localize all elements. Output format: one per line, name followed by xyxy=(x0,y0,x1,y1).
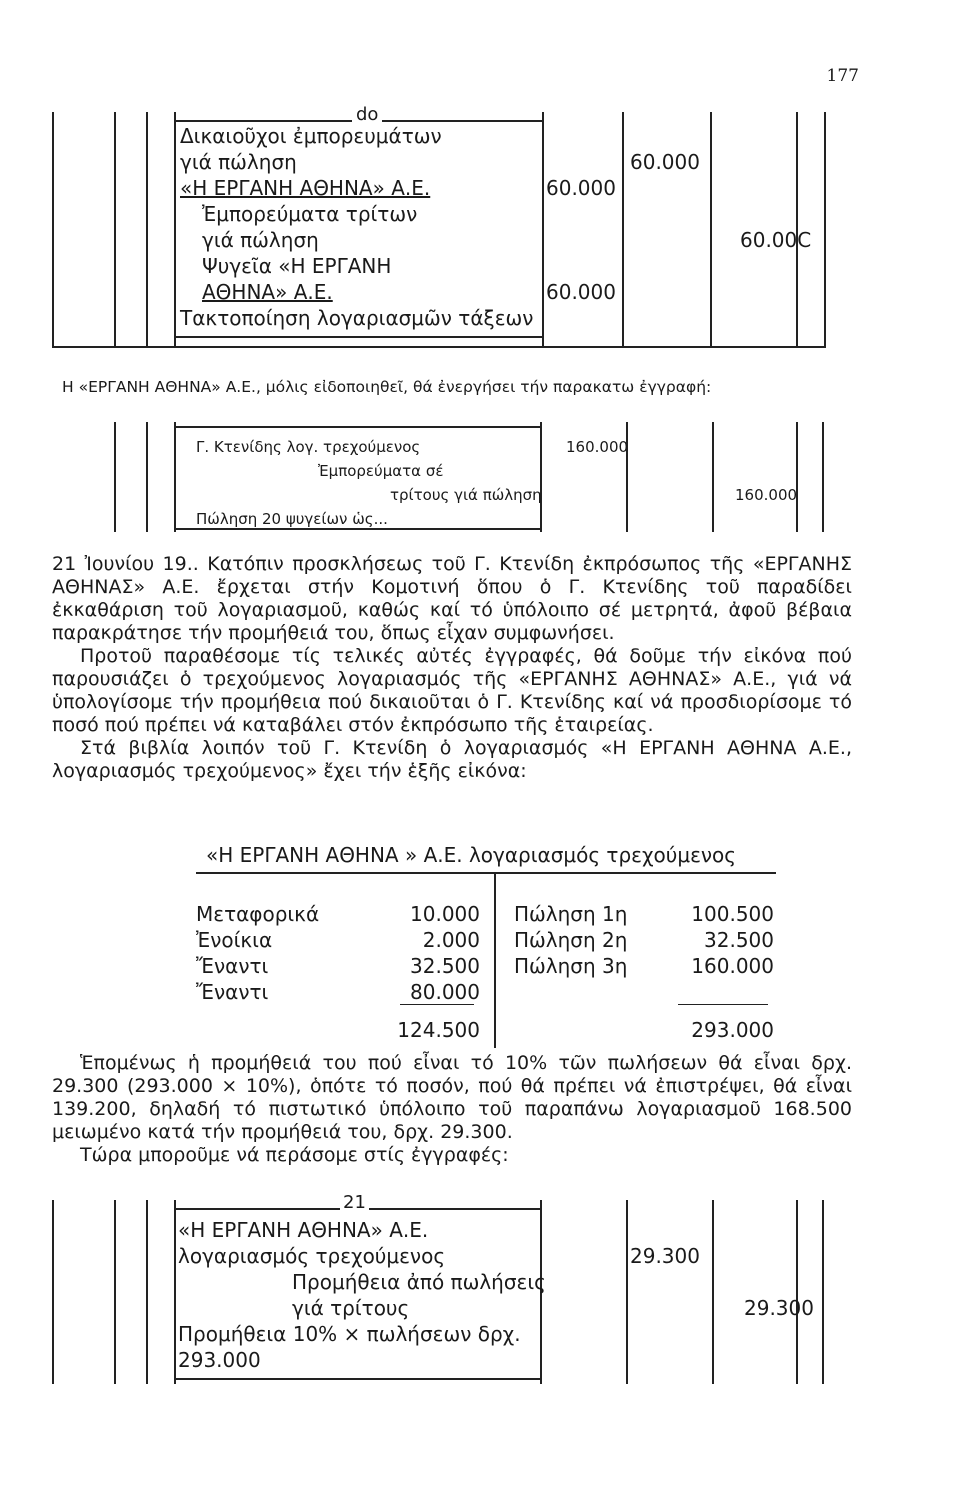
credit-amount: 160.000 xyxy=(691,954,774,978)
credit-amount: 29.300 xyxy=(744,1296,814,1320)
entry-line: 293.000 xyxy=(178,1348,261,1372)
entry-date: 21 xyxy=(340,1192,369,1213)
entry-line: Τακτοποίηση λογαριασμῶν τάξεων xyxy=(180,306,534,330)
entry-line: Πώληση 20 ψυγείων ὡς... xyxy=(196,510,388,528)
entry-line: γιά πώληση xyxy=(180,150,297,174)
entry-line: Προμήθεια 10% × πωλήσεων δρχ. xyxy=(178,1322,521,1346)
entry-line: Ἐμπορεύματα τρίτων xyxy=(202,202,418,226)
debit-amount: 2.000 xyxy=(422,928,480,952)
entry-line: Ψυγεῖα «Η ΕΡΓΑΝΗ xyxy=(202,254,392,278)
debit-amount: 32.500 xyxy=(410,954,480,978)
entry-line: Ἐμπορεύματα σέ xyxy=(318,462,444,480)
debit-amount: 80.000 xyxy=(410,980,480,1004)
journal-entry-2 xyxy=(52,422,822,532)
t-account xyxy=(196,872,776,1048)
credit-label: Πώληση 1η xyxy=(514,902,628,926)
entry-line: Δικαιοῦχοι ἐμπορευμάτων xyxy=(180,124,442,148)
entry-line: γιά πώληση xyxy=(202,228,319,252)
journal-entry-1 xyxy=(52,104,826,348)
entry-line: «Η ΕΡΓΑΝΗ ΑΘΗΝΑ» Α.Ε. xyxy=(178,1218,429,1242)
entry-line: Γ. Κτενίδης λογ. τρεχούμενος xyxy=(196,438,421,456)
debit-label: Μεταφορικά xyxy=(196,902,320,926)
credit-amount: 160.000 xyxy=(735,486,798,504)
debit-amount: 60.000 xyxy=(546,176,616,200)
entry-line: «Η ΕΡΓΑΝΗ ΑΘΗΝΑ» Α.Ε. xyxy=(180,176,431,200)
debit-label: Ἔναντι xyxy=(196,954,269,978)
debit-amount: 29.300 xyxy=(630,1244,700,1268)
paragraph: 21 Ἰουνίου 19.. Κατόπιν προσκλήσεως τοῦ Γ. Κτενίδη ἐκπρόσωπος τῆς «ΕΡΓΑΝΗΣ ΑΘΗΝΑΣ» Α.Ε. ἔρχεται στήν Κομοτινή ὅπου ὁ Γ. Κτενίδης τοῦ παραδίδει ἐκκαθάριση τοῦ λογαριασμοῦ, καθώς καί τό ὑπόλοιπο σέ μετρητά, ἀφοῦ βέβαια παρακράτησε τήν προμήθειά του, ὅπως εἶχαν συμφωνήσει. xyxy=(52,553,852,644)
debit-amount: 10.000 xyxy=(410,902,480,926)
journal-entry-3 xyxy=(52,1192,822,1384)
entry-line: γιά τρίτους xyxy=(292,1296,410,1320)
credit-amount: 60.00C xyxy=(740,228,812,252)
debit-label: Ἔναντι xyxy=(196,980,269,1004)
entry-line: ΑΘΗΝΑ» Α.Ε. xyxy=(202,280,333,304)
credit-total: 293.000 xyxy=(691,1018,774,1042)
entry-line: τρίτους γιά πώληση xyxy=(390,486,542,504)
debit-label: Ἐνοίκια xyxy=(196,928,273,952)
debit-amount: 160.000 xyxy=(566,438,629,456)
credit-label: Πώληση 3η xyxy=(514,954,628,978)
page-number: 177 xyxy=(826,66,859,86)
t-account-title: «Η ΕΡΓΑΝΗ ΑΘΗΝΑ » Α.Ε. λογαριασμός τρεχούμενος xyxy=(206,843,737,867)
paragraph: Στά βιβλία λοιπόν τοῦ Γ. Κτενίδη ὁ λογαριασμός «Η ΕΡΓΑΝΗ ΑΘΗΝΑ Α.Ε., λογαριασμός τρεχούμενος» ἔχει τήν ἑξῆς εἰκόνα: xyxy=(52,737,852,782)
paragraph: Προτοῦ παραθέσομε τίς τελικές αὐτές ἐγγραφές, θά δοῦμε τήν εἰκόνα πού παρουσιάζει ὁ τρεχούμενος λογαριασμός τῆς «ΕΡΓΑΝΗΣ ΑΘΗΝΑΣ» Α.Ε., γιά νά ὑπολογίσομε τήν προμήθεια πού δικαιοῦται ὁ Γ. Κτενίδης καί νά προσδιορίσομε τό ποσό πού πρέπει νά καταβάλει στόν ἐκπρόσωπο τῆς ἑταιρείας. xyxy=(52,645,852,736)
debit-amount: 60.000 xyxy=(546,280,616,304)
body-text-2 xyxy=(52,1052,852,1167)
credit-amount: 32.500 xyxy=(704,928,774,952)
credit-amount: 100.500 xyxy=(691,902,774,926)
entry-line: λογαριασμός τρεχούμενος xyxy=(178,1244,446,1268)
paragraph: Ἑπομένως ἡ προμήθειά του πού εἶναι τό 10% τῶν πωλήσεων θά εἶναι δρχ. 29.300 (293.000 × 10%), ὁπότε τό ποσόν, πού θά πρέπει νά ἐπιστρέψει, θά εἶναι 139.200, δηλαδή τό πιστωτικό ὑπόλοιπο τοῦ παραπάνω λογαριασμοῦ 168.500 μειωμένο κατά τήν προμήθειά του, δρχ. 29.300. xyxy=(52,1052,852,1143)
entry-date: do xyxy=(352,104,382,125)
intro-sentence: Η «ΕΡΓΑΝΗ ΑΘΗΝΑ» Α.Ε., μόλις εἰδοποιηθεῖ, θά ἐνεργήσει τήν παρακατω ἐγγραφή: xyxy=(62,378,712,396)
body-text-1 xyxy=(52,553,852,783)
entry-line: Προμήθεια ἀπό πωλήσεις xyxy=(292,1270,546,1294)
credit-label: Πώληση 2η xyxy=(514,928,628,952)
debit-total: 124.500 xyxy=(397,1018,480,1042)
credit-amount: 60.000 xyxy=(630,150,700,174)
paragraph: Τώρα μποροῦμε νά περάσομε στίς ἐγγραφές: xyxy=(80,1144,509,1166)
